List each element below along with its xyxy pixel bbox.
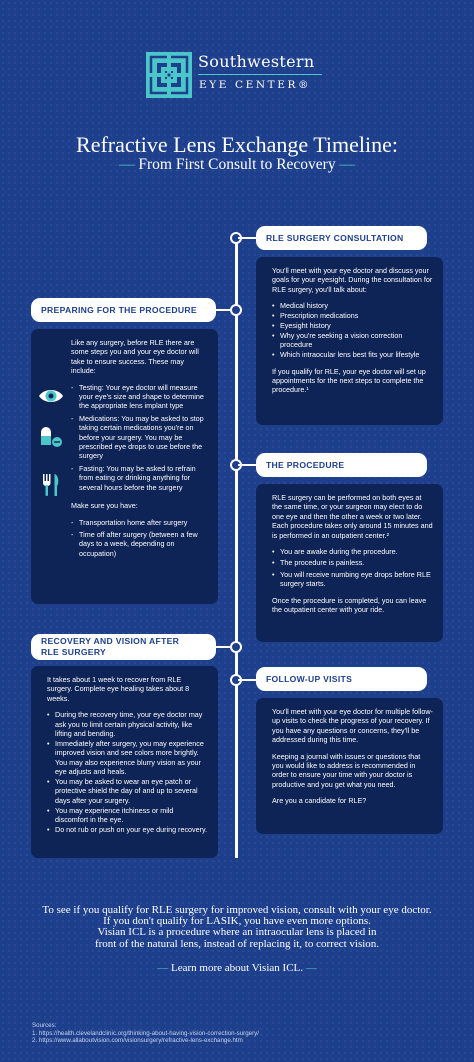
connector-recovery: [214, 646, 232, 648]
learn-more-dash-right: —: [305, 962, 317, 974]
heading-recovery-line1: RECOVERY AND VISION AFTER: [41, 636, 180, 646]
card-preparing: [31, 329, 218, 604]
list-item: • Prescription medications: [272, 311, 433, 320]
procedure-list: [272, 547, 433, 589]
card-procedure: [256, 484, 443, 642]
list-item: • You are awake during the procedure.: [272, 547, 433, 556]
learn-more-dash-left: —: [157, 962, 169, 974]
card-consultation: [256, 257, 443, 425]
preparing-intro: Like any surgery, before RLE there are some steps you and your eye doctor will take to ensure success. These may include:: [71, 338, 199, 376]
learn-more: [0, 962, 474, 974]
brand-subtitle: EYE CENTER®: [199, 79, 312, 91]
subtitle-text: From First Consult to Recovery: [138, 156, 336, 173]
learn-more-link[interactable]: Learn more about Visian ICL.: [170, 962, 304, 974]
brand-divider: [198, 74, 322, 75]
list-item: • Immediately after surgery, you may experience improved vision and see colors more brightly. You may also experience blurry vision as your eye adjusts and heals.: [47, 739, 208, 777]
heading-consultation: RLE SURGERY CONSULTATION: [256, 226, 427, 250]
connector-consultation: [238, 237, 258, 239]
connector-preparing: [214, 309, 232, 311]
fork-knife-icon: [38, 472, 64, 498]
list-item: • You will receive numbing eye drops before RLE surgery starts.: [272, 570, 433, 589]
card-recovery: [31, 666, 218, 858]
consultation-list: [272, 301, 433, 359]
subtitle-dash-right: —: [339, 156, 355, 173]
footer-message: [20, 905, 454, 950]
list-item-fasting: - Fasting: You may be asked to refrain from eating or drinking anything for several hours before the surgery: [71, 464, 208, 492]
southwestern-logo-icon: [146, 52, 192, 98]
recovery-list: [47, 710, 208, 834]
list-item: • The procedure is painless.: [272, 558, 433, 567]
source-link-2[interactable]: 2. https://www.allaboutvision.com/visionsurgery/refractive-lens-exchange.htm: [32, 1037, 243, 1045]
dotted-divider-top: [60, 200, 414, 202]
heading-followup: FOLLOW-UP VISITS: [256, 667, 427, 691]
followup-p1: You'll meet with your eye doctor for multiple follow-up visits to check the progress of your recovery. If you have any questions or concerns, they'll be addressed during this time.: [272, 707, 433, 745]
list-item: • Why you're seeking a vision correction procedure: [272, 331, 433, 350]
list-item: • Medical history: [272, 301, 433, 310]
pills-icon: [38, 424, 64, 450]
list-item: • You may experience itchiness or mild discomfort in the eye.: [47, 806, 208, 825]
preparing-list: [71, 383, 208, 492]
heading-recovery-line2: RLE SURGERY: [41, 647, 107, 657]
list-item: • During the recovery time, your eye doctor may ask you to limit certain physical activity, like lifting and bending.: [47, 710, 208, 738]
card-followup: [256, 698, 443, 834]
page-title: Refractive Lens Exchange Timeline:: [76, 132, 398, 157]
consultation-outro: If you qualify for RLE, your eye doctor will set up appointments for the next steps to complete the procedure.¹: [272, 366, 426, 395]
brand-name: Southwestern: [198, 52, 315, 71]
sources-label: Sources:: [32, 1022, 57, 1029]
list-item-medications: - Medications: You may be asked to stop taking certain medications you're on before your surgery. You may be prescribed eye drops to use before the surgery: [71, 414, 208, 461]
eye-icon: [38, 383, 64, 409]
footer-line-4: front of the natural lens, instead of replacing it, to correct vision.: [94, 937, 380, 950]
subtitle-dash-left: —: [119, 156, 135, 173]
list-item: • Do not rub or push on your eye during recovery.: [47, 825, 208, 834]
list-item: - Transportation home after surgery: [71, 518, 208, 527]
footer-line-3: Visian ICL is a procedure where an intraocular lens is placed in: [97, 926, 377, 939]
page-subtitle: [0, 156, 474, 174]
connector-procedure: [238, 464, 258, 466]
connector-followup: [238, 679, 258, 681]
footer-line-2: If you don't qualify for LASIK, you have even more options.: [103, 915, 371, 928]
list-item: • You may be asked to wear an eye patch or protective shield the day of and up to several days after your surgery.: [47, 777, 208, 805]
heading-procedure: THE PROCEDURE: [256, 453, 427, 477]
list-item: • Which intraocular lens best fits your lifestyle: [272, 350, 433, 359]
procedure-intro: RLE surgery can be performed on both eyes at the same time, or your surgeon may elect to do one eye and then the other a week or two later. Each procedure takes only around 15 minutes and is performed in an outpatient center.²: [272, 493, 433, 540]
list-item: • Eyesight history: [272, 321, 433, 330]
list-item-testing: - Testing: Your eye doctor will measure your eye's size and shape to determine the appropriate lens implant type: [71, 383, 208, 411]
source-link-1[interactable]: 1. https://health.clevelandclinic.org/thinking-about-having-vision-correction-surgery/: [32, 1029, 259, 1037]
followup-p3: Are you a candidate for RLE?: [272, 796, 367, 806]
followup-p2: Keeping a journal with issues or questions that you would like to address is recommended in order to ensure your time with your doctor is productive and you get what you need.: [272, 751, 421, 789]
heading-preparing: PREPARING FOR THE PROCEDURE: [31, 298, 216, 322]
have-list: [71, 518, 208, 559]
heading-recovery: [31, 634, 216, 660]
timeline-line: [235, 234, 238, 858]
recovery-intro: It takes about 1 week to recover from RLE surgery. Complete eye healing takes about 8 weeks.: [47, 675, 190, 703]
sources: [32, 1022, 259, 1045]
consultation-intro: You'll meet with your eye doctor and discuss your goals for your eyesight. During the consultation for RLE surgery, you'll talk about:: [272, 266, 433, 294]
make-sure-label: Make sure you have:: [71, 501, 138, 511]
procedure-outro: Once the procedure is completed, you can leave the outpatient center with your ride.: [272, 595, 427, 615]
footer-line-1: To see if you qualify for RLE surgery for improved vision, consult with your eye doctor.: [42, 904, 432, 916]
list-item: - Time off after surgery (between a few days to a week, depending on occupation): [71, 530, 208, 558]
dotted-divider-bottom: [60, 880, 414, 882]
